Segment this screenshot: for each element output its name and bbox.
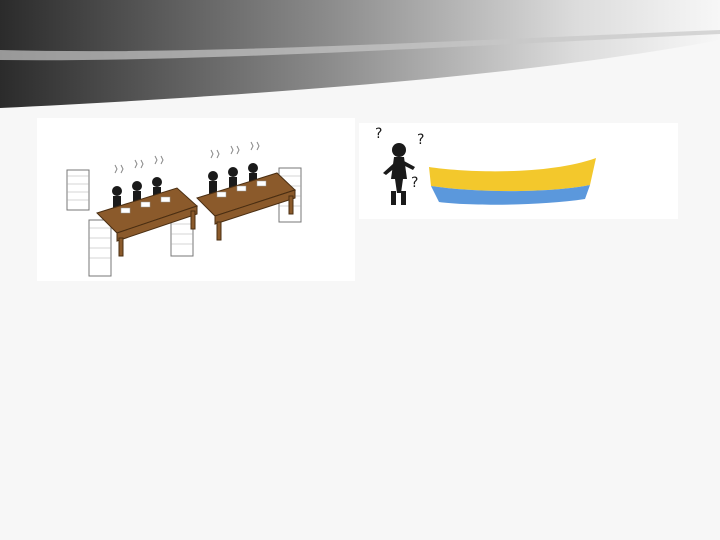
header-swoosh-decoration — [0, 0, 720, 110]
boat-hull-top — [429, 158, 596, 191]
svg-text:?: ? — [417, 132, 425, 148]
boat-illustration — [359, 123, 678, 219]
boat-icon — [429, 158, 596, 205]
svg-text:?: ? — [411, 175, 419, 191]
svg-text:?: ? — [375, 126, 383, 142]
thinking-person-icon — [383, 143, 415, 205]
meeting-illustration — [37, 118, 355, 281]
